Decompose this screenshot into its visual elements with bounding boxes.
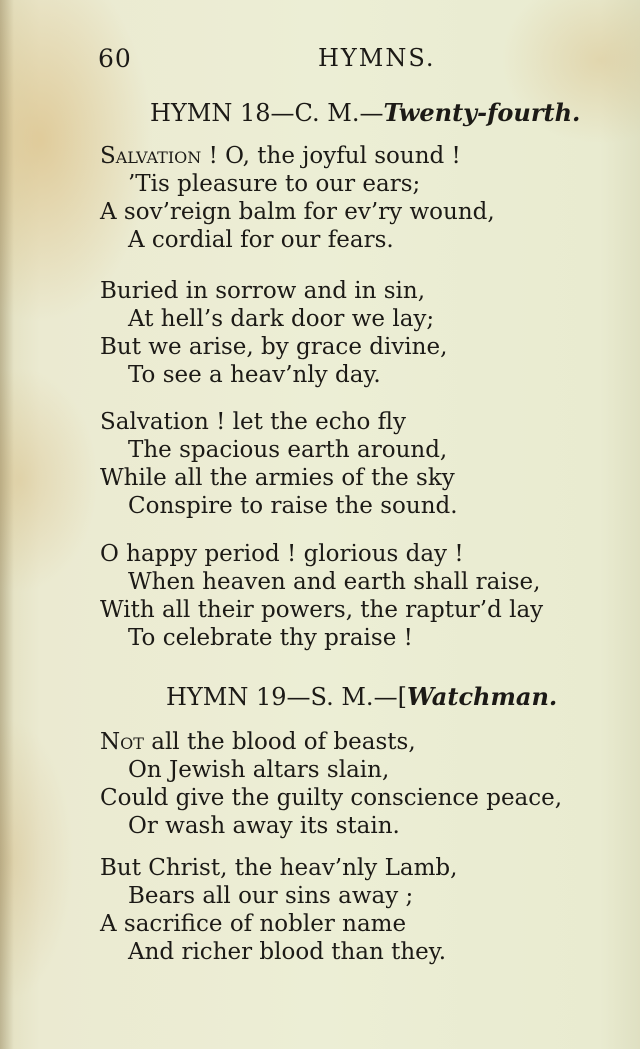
hymn-18-stanza-2 [100,277,447,389]
verse-line: The spacious earth around, [128,437,448,463]
hymn-18-stanza-3 [100,408,458,520]
hymn-19-heading [166,682,557,711]
verse-line: A sov’reign balm for ev’ry wound, [100,199,495,225]
verse-lead-word: Salvation [100,143,202,169]
verse-lead-word: Not [100,729,144,755]
verse-line: But we arise, by grace divine, [100,334,448,360]
hymn-18-title: HYMN 18—C. M.— [150,99,384,127]
page-header [0,40,640,80]
verse-line: But Christ, the heav’nly Lamb, [100,855,458,881]
verse-line: Buried in sorrow and in sin, [100,278,425,304]
verse-line: Bears all our sins away ; [128,883,414,909]
verse-line: O happy period ! glorious day ! [100,541,464,567]
hymn-19-tune: Watchman. [406,682,558,711]
running-title: HYMNS. [318,44,436,72]
verse-line: On Jewish altars slain, [128,757,390,783]
verse-line: With all their powers, the raptur’d lay [100,597,544,623]
verse-line: Could give the guilty conscience peace, [100,785,563,811]
hymn-19-stanza-2 [100,854,457,966]
hymn-18-stanza-1 [100,142,495,254]
verse-line: And richer blood than they. [128,939,447,965]
verse-line: A cordial for our fears. [128,227,394,253]
verse-line: At hell’s dark door we lay; [128,306,435,332]
hymn-18-heading [150,98,580,127]
verse-line: A sacrifice of nobler name [100,911,407,937]
verse-line [100,142,495,170]
verse-line: Salvation ! let the echo fly [100,409,406,435]
verse-line: Or wash away its stain. [128,813,400,839]
hymn-19-stanza-1 [100,728,562,840]
verse-line: When heaven and earth shall raise, [128,569,541,595]
hymn-18-stanza-4 [100,540,543,652]
verse-line: ’Tis pleasure to our ears; [128,171,421,197]
hymn-18-tune: Twenty-fourth. [383,98,581,127]
page-binding-shadow [0,0,14,1049]
verse-line-text: ! O, the joyful sound ! [201,143,461,169]
page-number: 60 [98,44,132,73]
verse-line: Conspire to raise the sound. [128,493,458,519]
verse-line [100,728,562,756]
verse-line: To see a heav’nly day. [128,362,381,388]
verse-line: To celebrate thy praise ! [128,625,413,651]
verse-line-text: all the blood of beasts, [143,729,416,755]
hymn-19-title: HYMN 19—S. M.—[ [166,683,407,711]
verse-line: While all the armies of the sky [100,465,455,491]
